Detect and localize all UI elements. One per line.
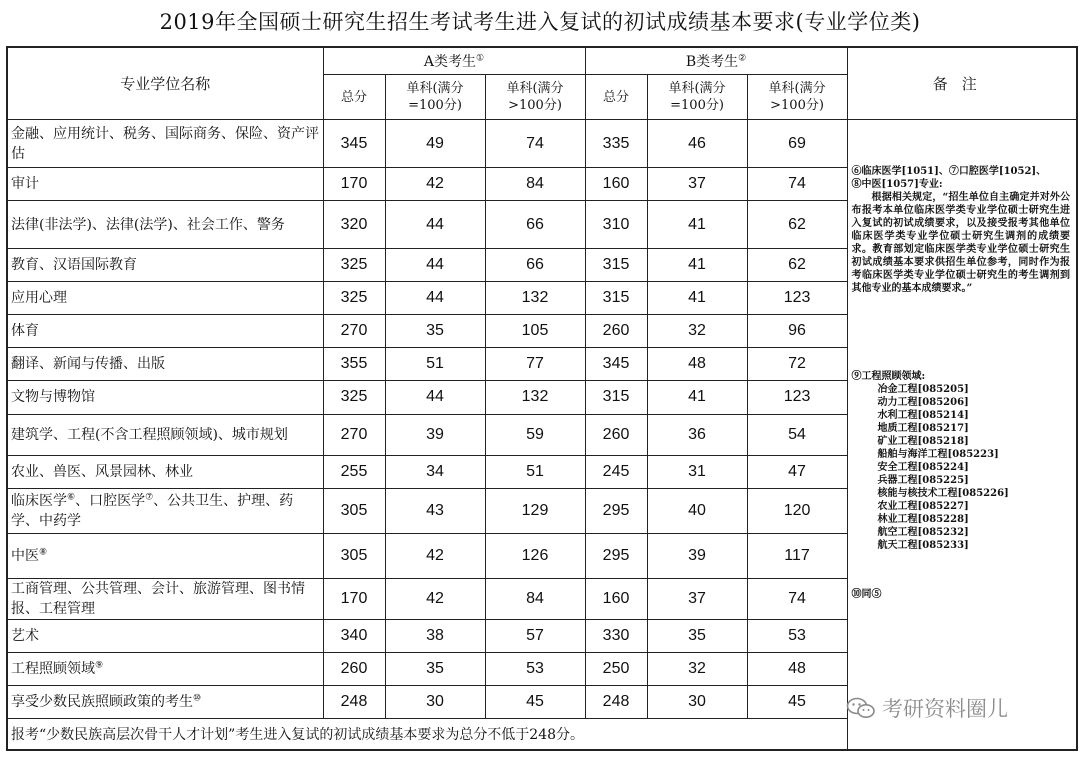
b-single-gt100-cell: 120 (747, 488, 847, 533)
b-single-100-cell: 32 (647, 652, 747, 685)
degree-name-cell: 应用心理 (7, 282, 323, 315)
b-single-100-cell: 48 (647, 348, 747, 381)
b-single-gt100-cell: 72 (747, 348, 847, 381)
header-degree-name: 专业学位名称 (7, 47, 323, 120)
b-single-gt100-cell: 45 (747, 685, 847, 718)
header-b-single-gt100: 单科(满分 >100分) (747, 75, 847, 120)
b-single-gt100-cell: 54 (747, 414, 847, 455)
a-single-gt100-cell: 77 (485, 348, 585, 381)
b-single-100-cell: 36 (647, 414, 747, 455)
a-single-100-cell: 42 (385, 168, 485, 201)
score-table (6, 46, 1078, 751)
a-total-cell: 355 (323, 348, 385, 381)
degree-name-cell: 法律(非法学)、法律(法学)、社会工作、警务 (7, 201, 323, 249)
engineering-field-item: 地质工程[085217] (877, 423, 969, 435)
remark-clinical: ⑥临床医学[1051]、⑦口腔医学[1052]、 ⑧中医[1057]专业: 根据相关规定，“招生单位自主确定并对外公布报考本单位临床医学类专业学位硕士研究生进入复试的初试成绩要求，以及接受报考其他单位临床医学类专业学位硕士研究生调剂的成绩要求。教育部划定临床医学类专业学位硕士研究生初试成绩基本要求供招生单位参考，同时作为报考临床医学类专业学位硕士研究生的考生调剂到其他专业的基本成绩要求。” (851, 166, 1071, 295)
b-total-cell: 335 (585, 120, 647, 168)
a-total-cell: 320 (323, 201, 385, 249)
b-total-cell: 315 (585, 282, 647, 315)
a-total-cell: 170 (323, 168, 385, 201)
a-single-100-cell: 42 (385, 533, 485, 578)
b-single-gt100-cell: 117 (747, 533, 847, 578)
a-total-cell: 345 (323, 120, 385, 168)
a-single-gt100-cell: 45 (485, 685, 585, 718)
degree-name-cell: 教育、汉语国际教育 (7, 249, 323, 282)
a-total-cell: 170 (323, 578, 385, 619)
b-single-100-cell: 40 (647, 488, 747, 533)
a-single-100-cell: 49 (385, 120, 485, 168)
a-single-gt100-cell: 51 (485, 455, 585, 488)
b-single-100-cell: 37 (647, 578, 747, 619)
a-single-100-cell: 44 (385, 249, 485, 282)
a-single-gt100-cell: 53 (485, 652, 585, 685)
b-single-100-cell: 46 (647, 120, 747, 168)
b-single-gt100-cell: 53 (747, 619, 847, 652)
b-total-cell: 295 (585, 533, 647, 578)
degree-name-cell: 建筑学、工程(不含工程照顾领域)、城市规划 (7, 414, 323, 455)
b-single-gt100-cell: 47 (747, 455, 847, 488)
page-title: 2019年全国硕士研究生招生考试考生进入复试的初试成绩基本要求(专业学位类) (159, 10, 921, 34)
b-total-cell: 245 (585, 455, 647, 488)
a-single-100-cell: 34 (385, 455, 485, 488)
a-single-100-cell: 42 (385, 578, 485, 619)
a-total-cell: 270 (323, 315, 385, 348)
a-total-cell: 325 (323, 249, 385, 282)
engineering-field-item: 冶金工程[085205] (877, 384, 969, 396)
b-total-cell: 260 (585, 315, 647, 348)
b-total-cell: 260 (585, 414, 647, 455)
b-single-100-cell: 41 (647, 249, 747, 282)
b-single-100-cell: 41 (647, 201, 747, 249)
a-single-100-cell: 51 (385, 348, 485, 381)
a-total-cell: 325 (323, 282, 385, 315)
a-single-gt100-cell: 66 (485, 249, 585, 282)
engineering-field-item: 航天工程[085233] (877, 540, 969, 552)
a-single-gt100-cell: 84 (485, 168, 585, 201)
engineering-field-item: 动力工程[085206] (877, 397, 969, 409)
b-single-gt100-cell: 123 (747, 381, 847, 414)
degree-name-cell: 享受少数民族照顾政策的考生⑩ (7, 685, 323, 718)
a-single-100-cell: 30 (385, 685, 485, 718)
engineering-field-item: 航空工程[085232] (877, 527, 969, 539)
a-single-gt100-cell: 74 (485, 120, 585, 168)
b-single-gt100-cell: 74 (747, 168, 847, 201)
footer-note: 报考“少数民族高层次骨干人才计划”考生进入复试的初试成绩基本要求为总分不低于248分。 (7, 718, 847, 750)
b-single-gt100-cell: 48 (747, 652, 847, 685)
b-single-gt100-cell: 62 (747, 249, 847, 282)
b-single-gt100-cell: 123 (747, 282, 847, 315)
degree-name-cell: 临床医学⑥、口腔医学⑦、公共卫生、护理、药学、中药学 (7, 488, 323, 533)
engineering-field-item: 农业工程[085227] (877, 501, 969, 513)
b-total-cell: 248 (585, 685, 647, 718)
b-single-gt100-cell: 62 (747, 201, 847, 249)
remarks-cell (847, 120, 1077, 750)
degree-name-cell: 工程照顾领域⑨ (7, 652, 323, 685)
header-remarks: 备注 (847, 47, 1077, 120)
b-single-100-cell: 41 (647, 381, 747, 414)
b-single-100-cell: 39 (647, 533, 747, 578)
a-single-gt100-cell: 105 (485, 315, 585, 348)
a-total-cell: 325 (323, 381, 385, 414)
table-row (7, 120, 1077, 168)
a-single-gt100-cell: 84 (485, 578, 585, 619)
degree-name-cell: 农业、兽医、风景园林、林业 (7, 455, 323, 488)
header-a-total: 总分 (323, 75, 385, 120)
a-single-gt100-cell: 57 (485, 619, 585, 652)
b-total-cell: 295 (585, 488, 647, 533)
a-total-cell: 260 (323, 652, 385, 685)
a-total-cell: 340 (323, 619, 385, 652)
degree-name-cell: 工商管理、公共管理、会计、旅游管理、图书情报、工程管理 (7, 578, 323, 619)
a-single-100-cell: 44 (385, 381, 485, 414)
b-single-100-cell: 41 (647, 282, 747, 315)
degree-name-cell: 金融、应用统计、税务、国际商务、保险、资产评估 (7, 120, 323, 168)
b-total-cell: 250 (585, 652, 647, 685)
a-single-100-cell: 43 (385, 488, 485, 533)
header-group-a: A类考生① (323, 47, 585, 75)
a-single-100-cell: 35 (385, 315, 485, 348)
engineering-field-item: 兵器工程[085225] (877, 475, 969, 487)
header-a-single-gt100: 单科(满分 >100分) (485, 75, 585, 120)
a-single-100-cell: 44 (385, 282, 485, 315)
a-single-100-cell: 44 (385, 201, 485, 249)
b-total-cell: 330 (585, 619, 647, 652)
header-group-b: B类考生② (585, 47, 847, 75)
b-total-cell: 160 (585, 578, 647, 619)
a-single-gt100-cell: 132 (485, 282, 585, 315)
header-b-total: 总分 (585, 75, 647, 120)
degree-name-cell: 审计 (7, 168, 323, 201)
b-single-gt100-cell: 69 (747, 120, 847, 168)
degree-name-cell: 体育 (7, 315, 323, 348)
a-total-cell: 248 (323, 685, 385, 718)
engineering-field-item: 核能与核技术工程[085226] (877, 488, 1009, 500)
watermark-text: 考研资料圈儿 (882, 697, 1008, 721)
header-a-single-100: 单科(满分 =100分) (385, 75, 485, 120)
engineering-field-item: 船舶与海洋工程[085223] (877, 449, 999, 461)
a-single-100-cell: 39 (385, 414, 485, 455)
header-b-single-100: 单科(满分 =100分) (647, 75, 747, 120)
a-total-cell: 305 (323, 488, 385, 533)
degree-name-cell: 文物与博物馆 (7, 381, 323, 414)
b-total-cell: 315 (585, 249, 647, 282)
b-single-gt100-cell: 74 (747, 578, 847, 619)
a-total-cell: 255 (323, 455, 385, 488)
b-single-100-cell: 37 (647, 168, 747, 201)
b-total-cell: 315 (585, 381, 647, 414)
remark-engineering: ⑨工程照顾领域: 冶金工程[085205] 动力工程[085206] 水利工程[085214] 地质工程[085217] 矿业工程[085218] 船舶与海洋工程[085223] 安全工程[085224] 兵器工程[085225] 核能与核技术工程[085226] 农业工程[085227] 林业工程[085228] 航空工程[085232] 航天工程[085233] (852, 370, 1071, 552)
b-single-100-cell: 32 (647, 315, 747, 348)
wechat-logo-icon (846, 697, 876, 719)
degree-name-cell: 翻译、新闻与传播、出版 (7, 348, 323, 381)
a-single-gt100-cell: 66 (485, 201, 585, 249)
a-single-100-cell: 35 (385, 652, 485, 685)
b-single-100-cell: 35 (647, 619, 747, 652)
b-single-100-cell: 30 (647, 685, 747, 718)
b-single-gt100-cell: 96 (747, 315, 847, 348)
a-single-100-cell: 38 (385, 619, 485, 652)
a-single-gt100-cell: 132 (485, 381, 585, 414)
a-total-cell: 305 (323, 533, 385, 578)
a-single-gt100-cell: 59 (485, 414, 585, 455)
remark-minority: ⑩同⑤ (851, 589, 882, 601)
a-total-cell: 270 (323, 414, 385, 455)
degree-name-cell: 中医⑧ (7, 533, 323, 578)
b-single-100-cell: 31 (647, 455, 747, 488)
b-total-cell: 160 (585, 168, 647, 201)
degree-name-cell: 艺术 (7, 619, 323, 652)
engineering-field-item: 安全工程[085224] (877, 462, 969, 474)
engineering-field-item: 矿业工程[085218] (877, 436, 969, 448)
a-single-gt100-cell: 126 (485, 533, 585, 578)
engineering-field-item: 林业工程[085228] (877, 514, 969, 526)
b-total-cell: 310 (585, 201, 647, 249)
watermark (846, 694, 1076, 722)
a-single-gt100-cell: 129 (485, 488, 585, 533)
engineering-field-item: 水利工程[085214] (877, 410, 969, 422)
b-total-cell: 345 (585, 348, 647, 381)
